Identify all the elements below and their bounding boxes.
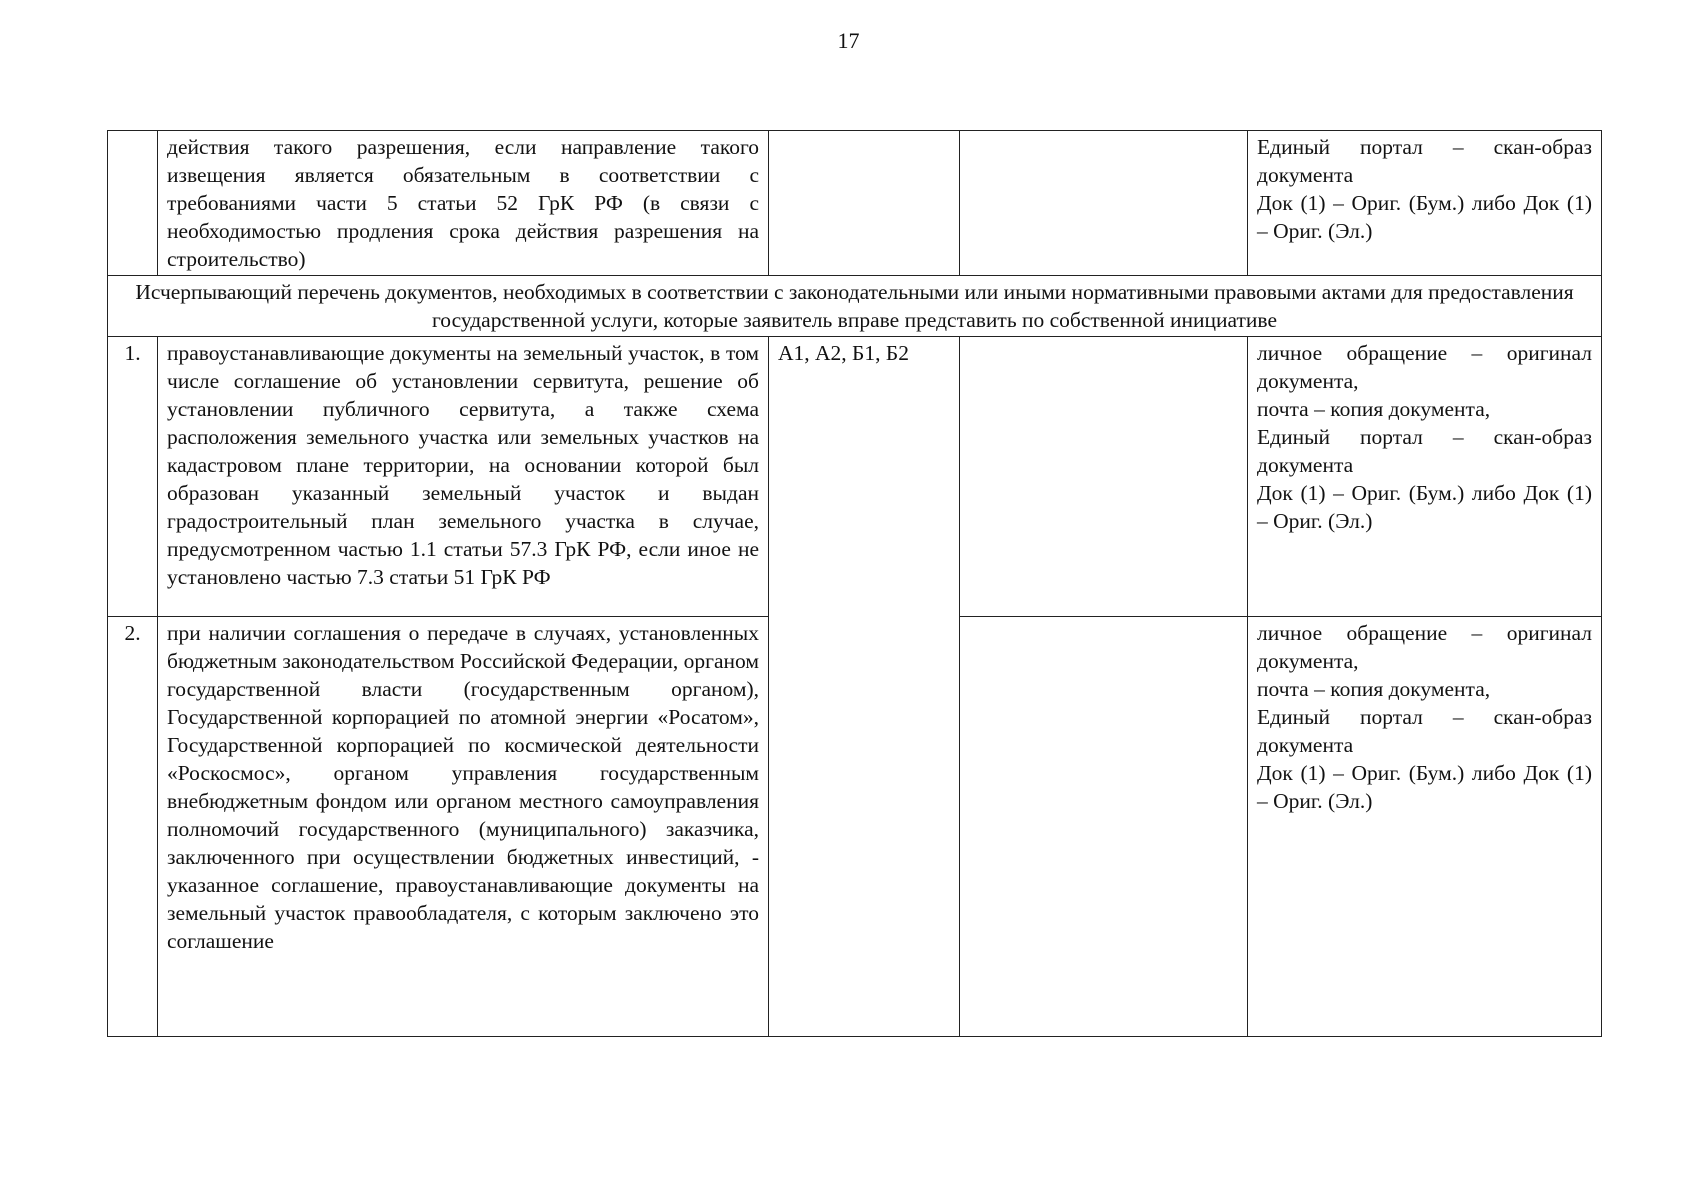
- description-text: при наличии соглашения о передаче в случаях, установленных бюджетным законодательством Российской Федерации, органом государственной власти (государственным органом), Государственной корпорацией по атомной энергии «Росатом», Государственной корпорацией по космической деятельности «Роскосмос», органом управления государственным внебюджетным фондом или органом местного самоуправления полномочий государственного (муниципального) заказчика, заключенного при осуществлении бюджетных инвестиций, - указанное соглашение, правоустанавливающие документы на земельный участок правообладателя, с которым заключено это соглашение: [167, 621, 759, 953]
- empty-cell: [960, 131, 1248, 276]
- row-number: 2.: [108, 617, 158, 1037]
- submission-text: личное обращение – оригинал документа, почта – копия документа, Единый портал – скан-образ документа Док (1) – Ориг. (Бум.) либо Док (1) – Ориг. (Эл.): [1257, 621, 1592, 813]
- table-row: [108, 337, 1602, 617]
- document-description: [158, 131, 769, 276]
- empty-cell: [960, 617, 1248, 1037]
- documents-table: [107, 130, 1602, 1037]
- description-text: действия такого разрешения, если направление такого извещения является обязательным в соответствии с требованиями части 5 статьи 52 ГрК РФ (в связи с необходимостью продления срока действия разрешения на строительство): [167, 135, 759, 271]
- empty-cell: [960, 337, 1248, 617]
- section-header-row: [108, 276, 1602, 337]
- submission-method: [1248, 617, 1602, 1037]
- submission-method: [1248, 337, 1602, 617]
- num-cell: [108, 131, 158, 276]
- codes-cell: [769, 131, 960, 276]
- row-number: 1.: [108, 337, 158, 617]
- submission-method: [1248, 131, 1602, 276]
- submission-text: Единый портал – скан-образ документа Док (1) – Ориг. (Бум.) либо Док (1) – Ориг. (Эл.): [1257, 135, 1592, 243]
- applicant-codes: А1, А2, Б1, Б2: [769, 337, 960, 1037]
- description-text: правоустанавливающие документы на земельный участок, в том числе соглашение об установлении сервитута, решение об установлении публичного сервитута, а также схема расположения земельного участка или земельных участков на кадастровом плане территории, на основании которой был образован указанный земельный участок и выдан градостроительный план земельного участка в случае, предусмотренном частью 1.1 статьи 57.3 ГрК РФ, если иное не установлено частью 7.3 статьи 51 ГрК РФ: [167, 341, 759, 589]
- submission-text: личное обращение – оригинал документа, почта – копия документа, Единый портал – скан-образ документа Док (1) – Ориг. (Бум.) либо Док (1) – Ориг. (Эл.): [1257, 341, 1592, 533]
- page-number: 17: [837, 28, 860, 53]
- section-header: Исчерпывающий перечень документов, необходимых в соответствии с законодательными или иными нормативными правовыми актами для предоставления государственной услуги, которые заявитель вправе представить по собственной инициативе: [108, 276, 1602, 337]
- document-description: [158, 617, 769, 1037]
- continuation-row: [108, 131, 1602, 276]
- document-description: [158, 337, 769, 617]
